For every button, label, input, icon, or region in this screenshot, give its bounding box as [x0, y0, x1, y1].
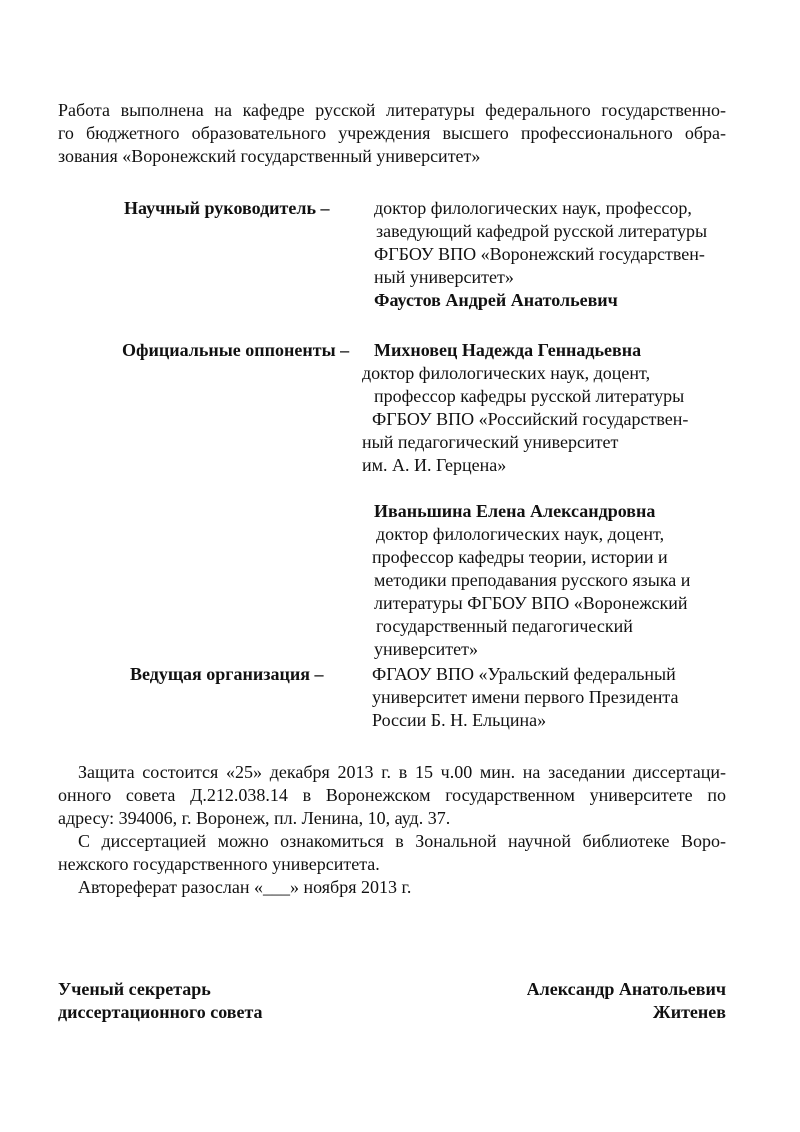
opponent-1-line-4: ный педагогический университет — [362, 432, 619, 452]
opponent-1-details — [362, 339, 726, 477]
opponents-label: Официальные оппоненты – — [122, 340, 350, 360]
lead-org-details — [372, 663, 726, 732]
secretary-title-line-1: Ученый секретарь — [58, 979, 211, 999]
opponent-1-line-3: ФГБОУ ВПО «Российский государствен- — [372, 409, 689, 429]
opponent-2-line-3: методики преподавания русского языка и — [374, 570, 691, 590]
defense-line-3: адресу: 394006, г. Воронеж, пл. Ленина, 10, ауд. 37. — [58, 808, 451, 828]
intro-line-1: Работа выполнена на кафедре русской литературы федерального государственно- — [58, 100, 726, 120]
supervisor-label: Научный руководитель – — [124, 198, 330, 218]
secretary-title-line-2: диссертационного совета — [58, 1002, 263, 1022]
opponent-2-line-1: доктор филологических наук, доцент, — [376, 524, 665, 544]
supervisor-line-2: заведующий кафедрой русской литературы — [376, 221, 708, 241]
secretary-title — [58, 978, 263, 1024]
supervisor-details — [374, 197, 726, 312]
abstract-sent-line: Автореферат разослан «___» ноября 2013 г. — [78, 877, 412, 897]
defense-line-2: онного совета Д.212.038.14 в Воронежском государственном университете по — [58, 785, 726, 805]
opponent-2-details — [370, 500, 726, 661]
defense-line-1: Защита состоится «25» декабря 2013 г. в 15 ч.00 мин. на заседании диссертаци- — [78, 762, 726, 782]
opponent-2-line-6: университет» — [374, 639, 478, 659]
library-line-2: нежского государственного университета. — [58, 854, 380, 874]
intro-paragraph — [58, 99, 726, 168]
secretary-name-line-1: Александр Анатольевич — [526, 979, 726, 999]
supervisor-name: Фаустов Андрей Анатольевич — [374, 290, 618, 310]
secretary-name-line-2: Житенев — [652, 1002, 726, 1022]
secretary-name — [527, 978, 726, 1024]
opponent-1-name: Михновец Надежда Геннадьевна — [374, 340, 642, 360]
lead-org-label: Ведущая организация – — [130, 664, 324, 684]
supervisor-line-1: доктор филологических наук, профессор, — [374, 198, 692, 218]
lead-org-line-1: ФГАОУ ВПО «Уральский федеральный — [372, 664, 676, 684]
opponent-1-line-2: профессор кафедры русской литературы — [374, 386, 685, 406]
opponent-1-line-1: доктор филологических наук, доцент, — [362, 363, 651, 383]
lead-org-line-3: России Б. Н. Ельцина» — [372, 710, 547, 730]
opponent-1-line-5: им. А. И. Герцена» — [362, 455, 507, 475]
library-line-1: С диссертацией можно ознакомиться в Зональной научной библиотеке Воро- — [78, 831, 726, 851]
defense-paragraphs — [58, 761, 726, 899]
lead-org-line-2: университет имени первого Президента — [372, 687, 679, 707]
opponent-2-line-4: литературы ФГБОУ ВПО «Воронежский — [374, 593, 688, 613]
supervisor-line-3: ФГБОУ ВПО «Воронежский государствен- — [374, 244, 705, 264]
supervisor-line-4: ный университет» — [374, 267, 514, 287]
opponent-2-name: Иваньшина Елена Александровна — [374, 501, 656, 521]
opponent-2-line-5: государственный педагогический — [376, 616, 633, 636]
opponent-2-line-2: профессор кафедры теории, истории и — [372, 547, 668, 567]
intro-line-2: го бюджетного образовательного учреждения высшего профессионального обра- — [58, 123, 726, 143]
intro-line-3: зования «Воронежский государственный университет» — [58, 146, 481, 166]
